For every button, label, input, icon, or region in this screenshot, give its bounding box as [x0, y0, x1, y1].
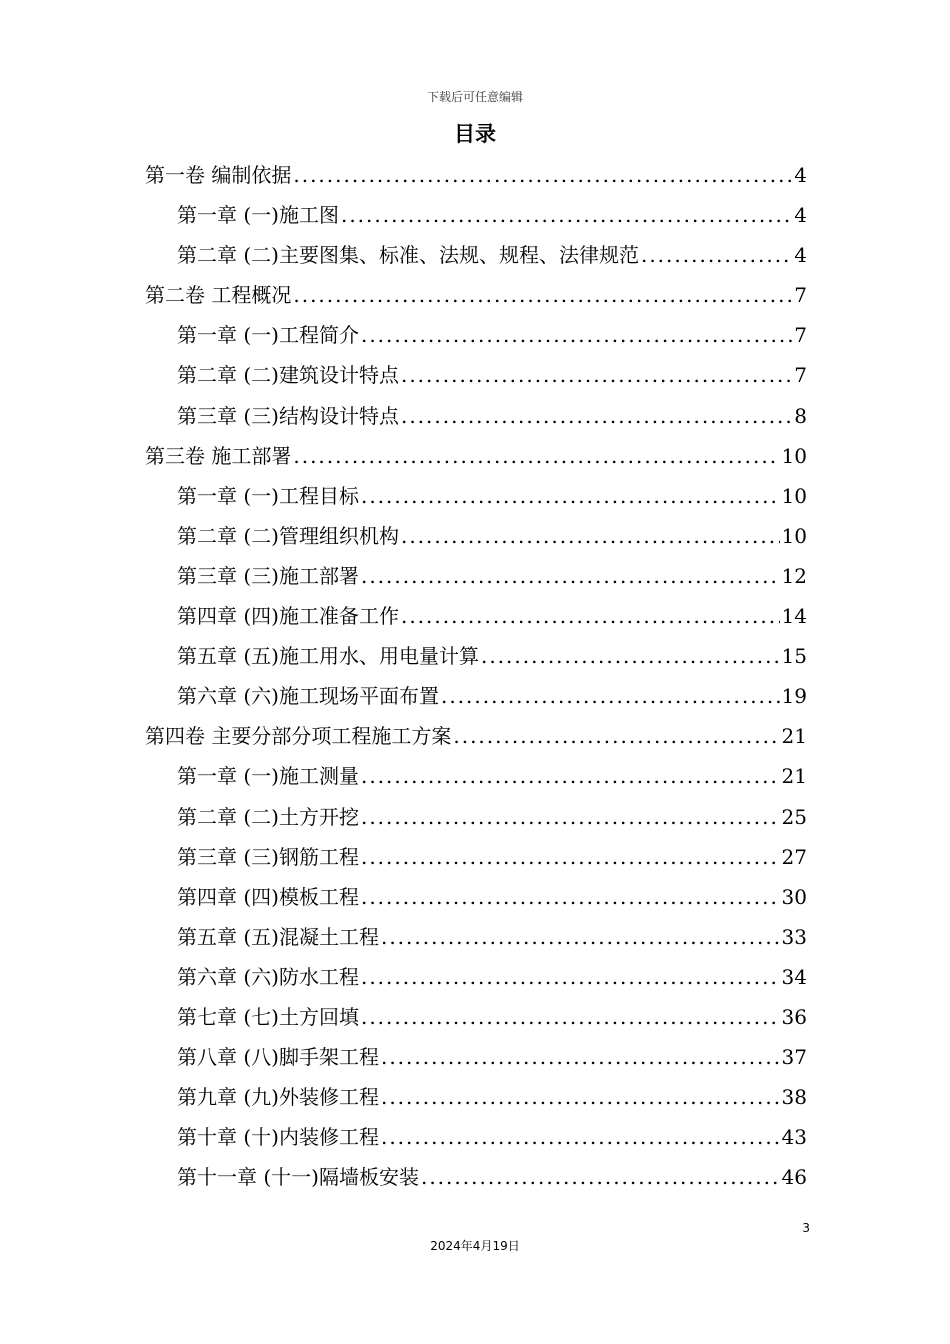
toc-leader-dots	[381, 917, 780, 957]
toc-entry-page: 4	[794, 243, 807, 268]
toc-leader-dots	[453, 716, 779, 756]
toc-entry-chapter[interactable]	[145, 877, 807, 917]
toc-entry-chapter[interactable]	[145, 917, 807, 957]
toc-entry-title: 第八章 (八)脚手架工程	[177, 1045, 379, 1070]
table-of-contents	[145, 155, 807, 1197]
toc-leader-dots	[361, 476, 780, 516]
toc-entry-title: 第十章 (十)内装修工程	[177, 1125, 379, 1150]
toc-entry-chapter[interactable]	[145, 396, 807, 436]
toc-entry-chapter[interactable]	[145, 636, 807, 676]
toc-entry-chapter[interactable]	[145, 355, 807, 395]
toc-entry-page: 30	[781, 884, 807, 909]
toc-entry-title: 第一章 (一)工程简介	[177, 323, 359, 348]
toc-entry-chapter[interactable]	[145, 235, 807, 275]
toc-leader-dots	[293, 155, 792, 195]
footer-date: 2024年4月19日	[430, 1239, 520, 1253]
toc-entry-page: 10	[781, 523, 807, 548]
toc-entry-title: 第三章 (三)结构设计特点	[177, 403, 399, 428]
toc-entry-title: 第五章 (五)混凝土工程	[177, 924, 379, 949]
toc-entry-title: 第二章 (二)主要图集、标准、法规、规程、法律规范	[177, 243, 639, 268]
toc-entry-page: 25	[781, 804, 807, 829]
toc-entry-chapter[interactable]	[145, 1077, 807, 1117]
toc-entry-title: 第六章 (六)防水工程	[177, 964, 359, 989]
toc-leader-dots	[361, 556, 780, 596]
toc-entry-title: 第二章 (二)土方开挖	[177, 804, 359, 829]
toc-entry-volume[interactable]	[145, 155, 807, 195]
toc-leader-dots	[421, 1157, 780, 1197]
toc-entry-volume[interactable]	[145, 436, 807, 476]
toc-entry-chapter[interactable]	[145, 1157, 807, 1197]
toc-leader-dots	[293, 436, 779, 476]
toc-entry-chapter[interactable]	[145, 957, 807, 997]
toc-leader-dots	[401, 396, 792, 436]
toc-leader-dots	[341, 195, 792, 235]
toc-entry-page: 4	[794, 203, 807, 228]
toc-entry-title: 第一章 (一)工程目标	[177, 483, 359, 508]
toc-leader-dots	[401, 596, 780, 636]
toc-entry-page: 7	[794, 323, 807, 348]
toc-entry-page: 19	[781, 684, 807, 709]
toc-entry-title: 第十一章 (十一)隔墙板安装	[177, 1165, 419, 1190]
toc-entry-title: 第一章 (一)施工图	[177, 203, 339, 228]
toc-entry-chapter[interactable]	[145, 315, 807, 355]
toc-entry-page: 38	[781, 1085, 807, 1110]
toc-entry-chapter[interactable]	[145, 195, 807, 235]
toc-entry-volume[interactable]	[145, 275, 807, 315]
toc-entry-chapter[interactable]	[145, 797, 807, 837]
toc-entry-page: 10	[781, 483, 807, 508]
toc-entry-page: 12	[781, 563, 807, 588]
toc-entry-chapter[interactable]	[145, 837, 807, 877]
toc-entry-page: 15	[781, 644, 807, 669]
toc-entry-page: 36	[781, 1004, 807, 1029]
toc-entry-page: 4	[794, 163, 807, 187]
toc-entry-page: 21	[781, 764, 807, 789]
toc-leader-dots	[381, 1037, 780, 1077]
toc-entry-chapter[interactable]	[145, 676, 807, 716]
toc-entry-title: 第一卷 编制依据	[145, 163, 292, 187]
page-number: 3	[802, 1221, 810, 1235]
toc-leader-dots	[361, 997, 780, 1037]
toc-entry-chapter[interactable]	[145, 516, 807, 556]
toc-entry-title: 第一章 (一)施工测量	[177, 764, 359, 789]
toc-entry-chapter[interactable]	[145, 1117, 807, 1157]
toc-entry-page: 10	[781, 443, 807, 468]
toc-entry-title: 第五章 (五)施工用水、用电量计算	[177, 644, 479, 669]
toc-entry-chapter[interactable]	[145, 997, 807, 1037]
toc-entry-title: 第四章 (四)施工准备工作	[177, 604, 399, 629]
toc-leader-dots	[481, 636, 780, 676]
toc-leader-dots	[361, 315, 792, 355]
toc-leader-dots	[381, 1077, 780, 1117]
toc-entry-title: 第三章 (三)钢筋工程	[177, 844, 359, 869]
toc-entry-page: 21	[781, 724, 807, 749]
toc-entry-title: 第四章 (四)模板工程	[177, 884, 359, 909]
toc-entry-volume[interactable]	[145, 716, 807, 756]
toc-leader-dots	[441, 676, 780, 716]
toc-entry-chapter[interactable]	[145, 596, 807, 636]
toc-leader-dots	[361, 797, 780, 837]
toc-entry-title: 第三卷 施工部署	[145, 443, 292, 468]
toc-entry-title: 第六章 (六)施工现场平面布置	[177, 684, 439, 709]
toc-leader-dots	[361, 957, 780, 997]
toc-entry-chapter[interactable]	[145, 556, 807, 596]
toc-entry-page: 33	[781, 924, 807, 949]
toc-entry-page: 7	[794, 363, 807, 388]
toc-entry-page: 27	[781, 844, 807, 869]
toc-entry-title: 第九章 (九)外装修工程	[177, 1085, 379, 1110]
toc-entry-page: 34	[781, 964, 807, 989]
toc-entry-title: 第二章 (二)管理组织机构	[177, 523, 399, 548]
toc-entry-page: 7	[794, 283, 807, 308]
toc-entry-chapter[interactable]	[145, 756, 807, 796]
toc-entry-page: 43	[781, 1125, 807, 1150]
toc-entry-chapter[interactable]	[145, 1037, 807, 1077]
toc-entry-chapter[interactable]	[145, 476, 807, 516]
toc-entry-page: 14	[781, 604, 807, 629]
toc-entry-title: 第三章 (三)施工部署	[177, 563, 359, 588]
toc-entry-title: 第二章 (二)建筑设计特点	[177, 363, 399, 388]
toc-entry-page: 8	[794, 403, 807, 428]
header-note: 下载后可任意编辑	[426, 90, 523, 104]
toc-leader-dots	[401, 355, 792, 395]
toc-entry-title: 第七章 (七)土方回填	[177, 1004, 359, 1029]
toc-leader-dots	[361, 877, 780, 917]
toc-leader-dots	[641, 235, 792, 275]
toc-leader-dots	[293, 275, 792, 315]
toc-leader-dots	[361, 837, 780, 877]
toc-entry-title: 第四卷 主要分部分项工程施工方案	[145, 724, 452, 749]
toc-leader-dots	[381, 1117, 780, 1157]
toc-leader-dots	[361, 756, 780, 796]
toc-entry-page: 37	[781, 1045, 807, 1070]
toc-leader-dots	[401, 516, 780, 556]
toc-entry-page: 46	[781, 1165, 807, 1190]
toc-entry-title: 第二卷 工程概况	[145, 283, 292, 308]
toc-title: 目录	[454, 122, 496, 146]
